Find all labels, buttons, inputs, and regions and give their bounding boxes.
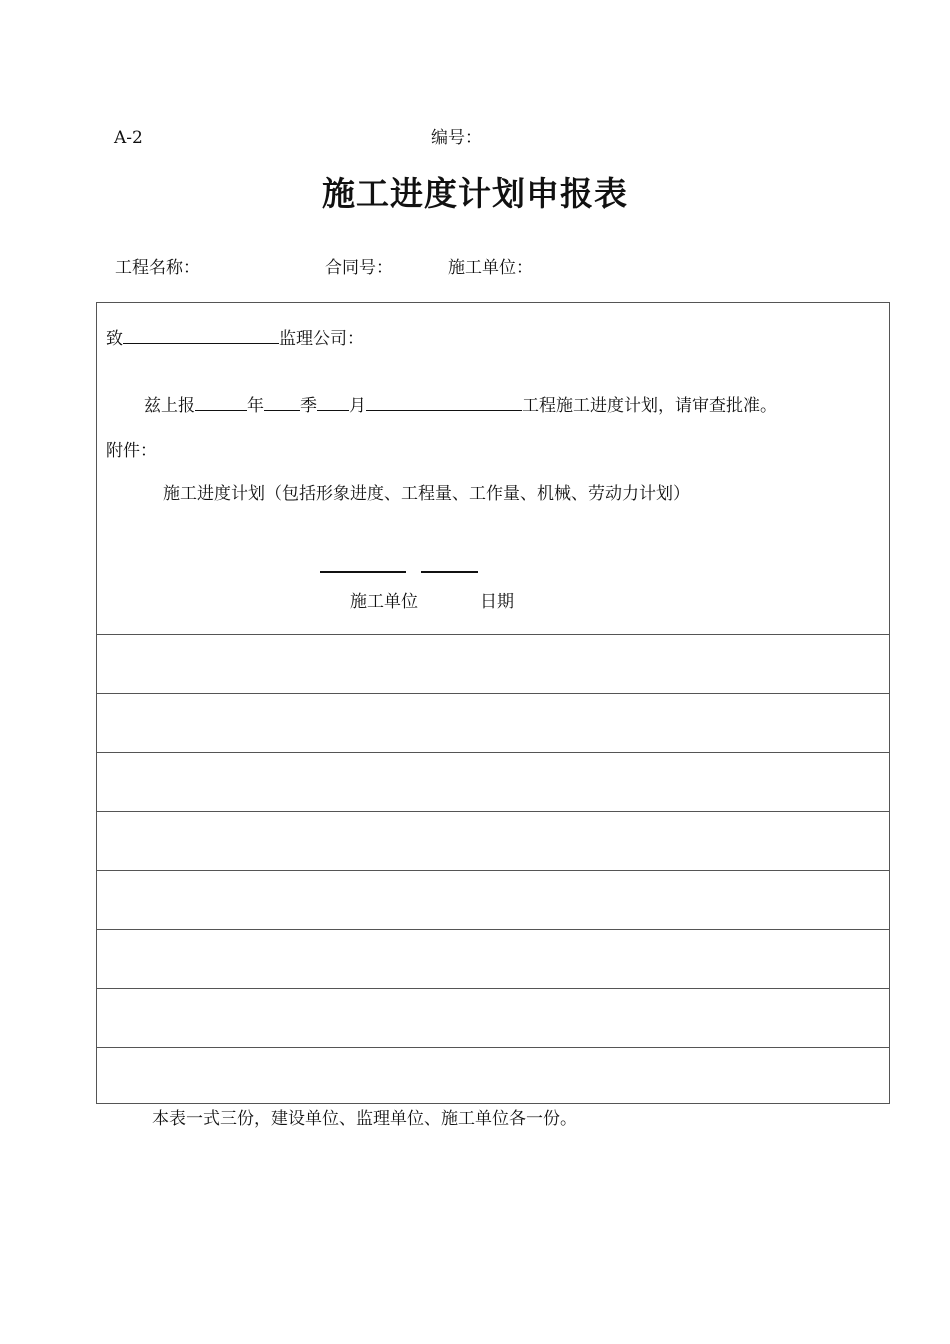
table-row[interactable] (97, 811, 889, 870)
addressee-line (106, 326, 364, 350)
quarter-blank[interactable] (264, 393, 300, 411)
contract-number-label: 合同号： (325, 258, 393, 278)
signature-date-line[interactable] (421, 571, 478, 573)
table-row[interactable] (97, 988, 889, 1047)
attachment-item: 施工进度计划（包括形象进度、工程量、工作量、机械、劳动力计划） (163, 484, 690, 504)
month-blank[interactable] (317, 393, 349, 411)
table-row[interactable] (97, 929, 889, 988)
addressee-prefix: 致 (106, 329, 123, 349)
serial-number-label: 编号： (431, 128, 482, 148)
table-row[interactable] (97, 752, 889, 811)
footnote: 本表一式三份，建设单位、监理单位、施工单位各一份。 (152, 1109, 577, 1129)
addressee-suffix: 监理公司： (279, 329, 364, 349)
attachment-label: 附件： (106, 441, 157, 461)
application-form-table (96, 302, 890, 1104)
report-statement (144, 393, 777, 417)
project-name-label: 工程名称： (115, 258, 200, 278)
report-prefix: 兹上报 (144, 396, 195, 416)
signature-unit-line[interactable] (320, 571, 406, 573)
table-row[interactable] (97, 693, 889, 752)
table-row[interactable] (97, 1047, 889, 1103)
table-row[interactable] (97, 870, 889, 929)
form-code: A-2 (114, 128, 143, 148)
signature-unit-label: 施工单位 (350, 592, 418, 612)
signature-date-label: 日期 (480, 592, 514, 612)
month-label: 月 (349, 396, 366, 416)
page-title: 施工进度计划申报表 (322, 174, 628, 213)
supervisor-company-blank[interactable] (123, 326, 279, 344)
report-suffix: 工程施工进度计划，请审查批准。 (522, 396, 777, 416)
year-label: 年 (247, 396, 264, 416)
project-blank[interactable] (366, 393, 522, 411)
quarter-label: 季 (300, 396, 317, 416)
table-row[interactable] (97, 634, 889, 693)
year-blank[interactable] (195, 393, 247, 411)
contractor-label: 施工单位： (448, 258, 533, 278)
